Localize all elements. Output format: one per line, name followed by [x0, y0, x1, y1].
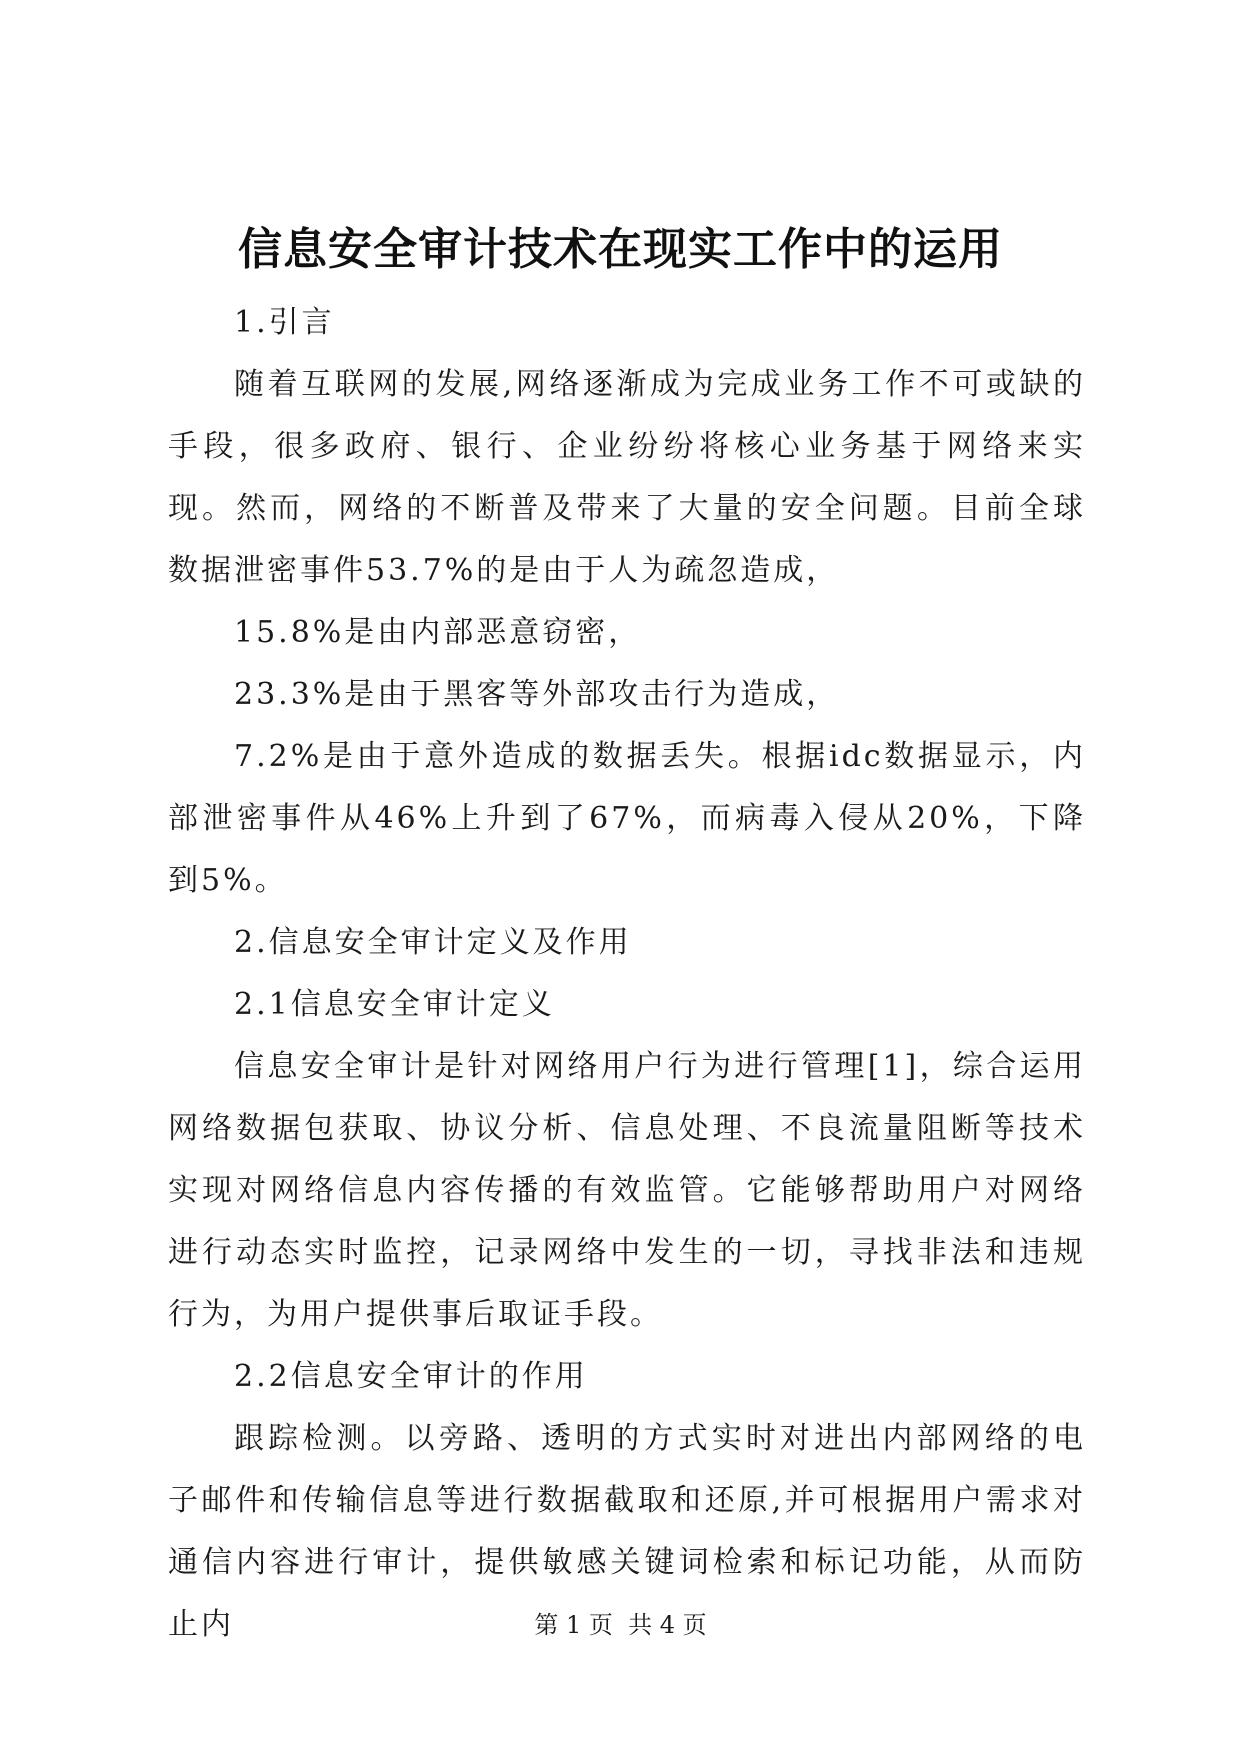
- subsection-heading-definition: 2.1信息安全审计定义: [234, 987, 555, 1022]
- paragraph-intro-text: 随着互联网的发展,网络逐渐成为完成业务工作不可或缺的手段，很多政府、银行、企业纷纷将核心业务基于网络来实现。然而，网络的不断普及带来了大量的安全问题。目前全球数据泄密事件53.7%的是由于人为疏忽造成，: [168, 367, 1086, 588]
- paragraph-stat-accidental: 7.2%是由于意外造成的数据丢失。根据idc数据显示，内部泄密事件从46%上升到了67%，而病毒入侵从20%，下降到5%。: [168, 739, 1086, 898]
- paragraph-stat-external: 23.3%是由于黑客等外部攻击行为造成，: [234, 677, 840, 712]
- document-title: 信息安全审计技术在现实工作中的运用: [238, 224, 1003, 275]
- page-number-label: 第 1 页 共 4 页: [534, 1611, 707, 1639]
- subsection-heading-role: 2.2信息安全审计的作用: [234, 1359, 588, 1394]
- section-heading-intro: 1.引言: [234, 305, 335, 340]
- document-body: [168, 292, 1086, 1656]
- section-heading-definition-role: 2.信息安全审计定义及作用: [234, 925, 632, 960]
- paragraph-stat-internal: 15.8%是由内部恶意窃密，: [234, 615, 642, 650]
- page-footer: [0, 1610, 1241, 1640]
- paragraph-definition: 信息安全审计是针对网络用户行为进行管理[1]，综合运用网络数据包获取、协议分析、信息处理、不良流量阻断等技术实现对网络信息内容传播的有效监管。它能够帮助用户对网络进行动态实时监控，记录网络中发生的一切，寻找非法和违规行为，为用户提供事后取证手段。: [168, 1049, 1086, 1332]
- paragraph-tracking: 跟踪检测。以旁路、透明的方式实时对进出内部网络的电子邮件和传输信息等进行数据截取和还原,并可根据用户需求对通信内容进行审计，提供敏感关键词检索和标记功能，从而防止内: [168, 1421, 1086, 1642]
